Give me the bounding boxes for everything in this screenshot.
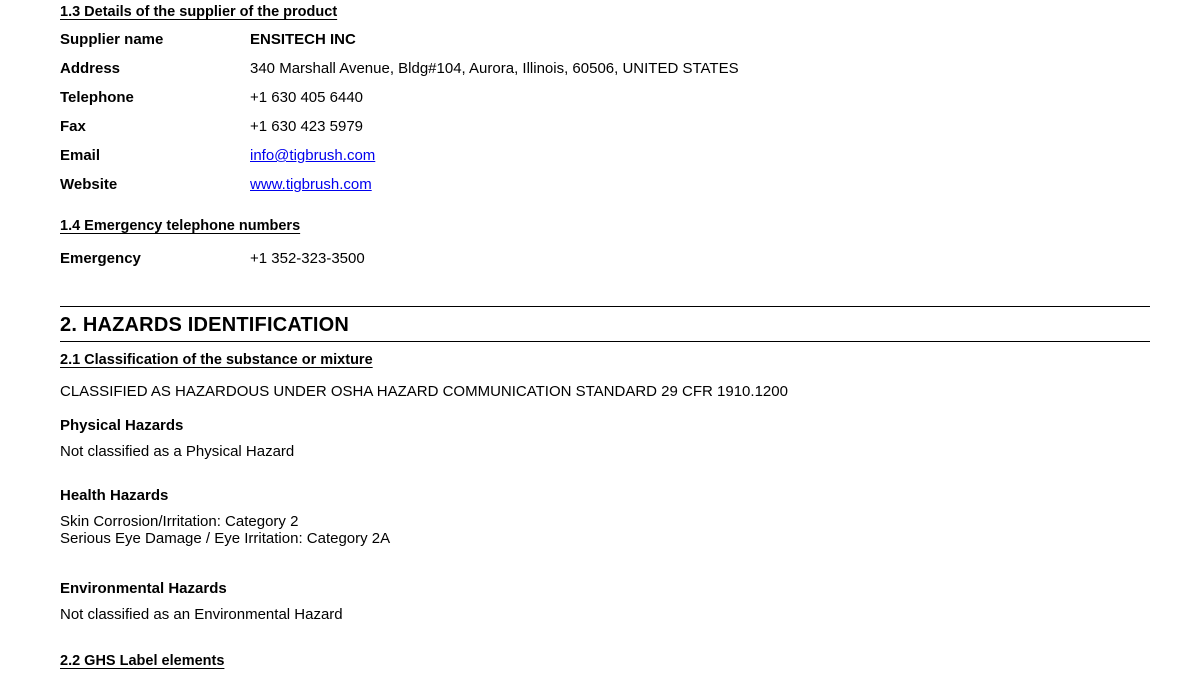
website-link[interactable]: www.tigbrush.com xyxy=(250,176,372,193)
section-2-bottom-rule xyxy=(60,341,1150,342)
environmental-hazards-title: Environmental Hazards xyxy=(60,580,227,597)
health-hazard-line: Serious Eye Damage / Eye Irritation: Category 2A xyxy=(60,530,391,547)
section-2-heading: 2. HAZARDS IDENTIFICATION xyxy=(60,314,350,336)
section-2-top-rule xyxy=(60,306,1150,307)
telephone-value: +1 630 405 6440 xyxy=(250,89,364,106)
fax-value: +1 630 423 5979 xyxy=(250,118,364,135)
emergency-label: Emergency xyxy=(60,250,141,267)
classification-statement: CLASSIFIED AS HAZARDOUS UNDER OSHA HAZARD COMMUNICATION STANDARD 29 CFR 1910.1200 xyxy=(60,383,788,400)
address-value: 340 Marshall Avenue, Bldg#104, Aurora, Illinois, 60506, UNITED STATES xyxy=(250,60,739,77)
website-label: Website xyxy=(60,176,118,193)
emergency-value: +1 352-323-3500 xyxy=(250,250,365,267)
section-2-2-heading: 2.2 GHS Label elements xyxy=(60,653,225,669)
email-label: Email xyxy=(60,147,101,164)
supplier-name-value: ENSITECH INC xyxy=(250,31,356,48)
section-1-3-heading: 1.3 Details of the supplier of the product xyxy=(60,4,338,20)
section-1-4-heading: 1.4 Emergency telephone numbers xyxy=(60,218,301,234)
environmental-hazards-text: Not classified as an Environmental Hazard xyxy=(60,606,343,623)
supplier-name-label: Supplier name xyxy=(60,31,164,48)
address-label: Address xyxy=(60,60,121,77)
physical-hazards-text: Not classified as a Physical Hazard xyxy=(60,443,295,460)
health-hazards-title: Health Hazards xyxy=(60,487,169,504)
section-2-1-heading: 2.1 Classification of the substance or mixture xyxy=(60,352,373,368)
fax-label: Fax xyxy=(60,118,86,135)
telephone-label: Telephone xyxy=(60,89,134,106)
health-hazard-line: Skin Corrosion/Irritation: Category 2 xyxy=(60,513,299,530)
email-link[interactable]: info@tigbrush.com xyxy=(250,147,376,164)
physical-hazards-title: Physical Hazards xyxy=(60,417,184,434)
